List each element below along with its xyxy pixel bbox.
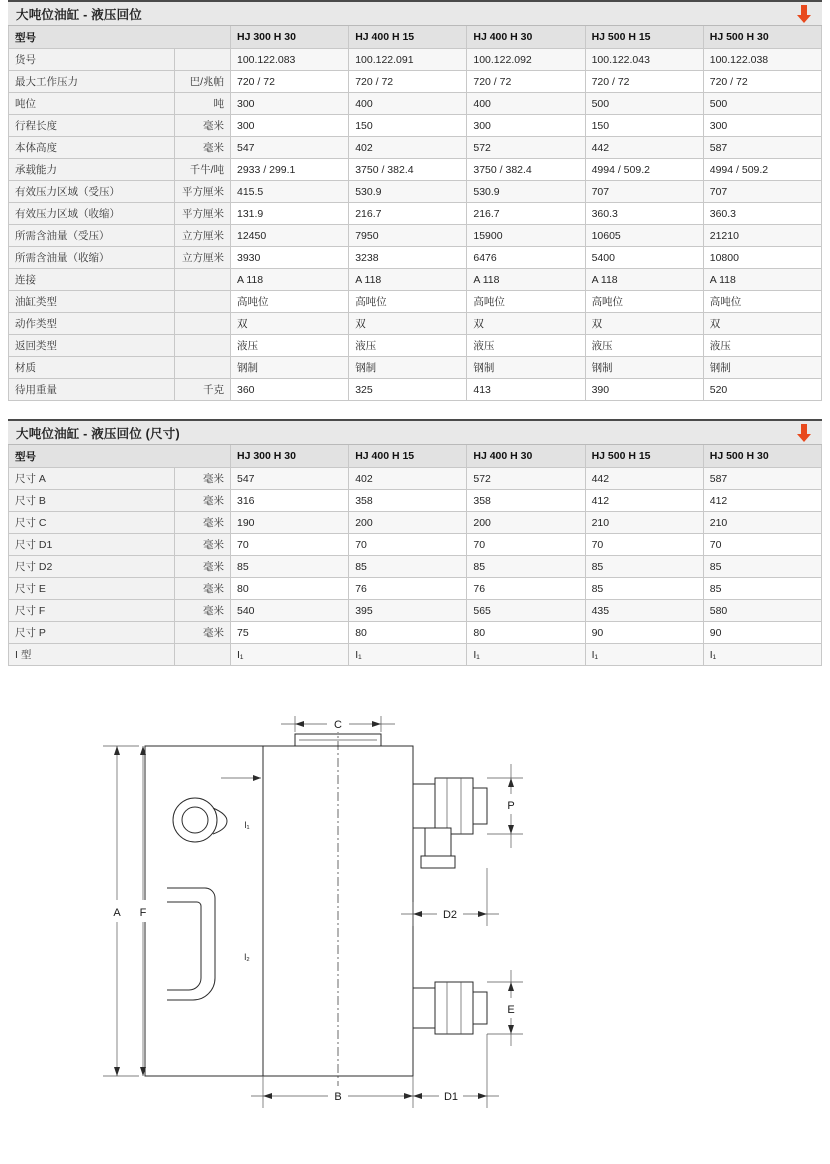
cell: 70 (349, 534, 467, 556)
cylinder-dimension-drawing (95, 716, 735, 1116)
cell: 300 (231, 115, 349, 137)
drawing-spacer (0, 666, 830, 710)
table-row (9, 181, 822, 203)
cell: 216.7 (349, 203, 467, 225)
column-header-4: HJ 500 H 30 (703, 445, 821, 468)
cell: A 118 (703, 269, 821, 291)
cell: 442 (585, 137, 703, 159)
cell: 高吨位 (585, 291, 703, 313)
cell: 400 (349, 93, 467, 115)
cell: 150 (585, 115, 703, 137)
row-label: 材质 (9, 357, 175, 379)
cell: 10800 (703, 247, 821, 269)
cell: 钢制 (467, 357, 585, 379)
cell: 钢制 (703, 357, 821, 379)
cell: 300 (703, 115, 821, 137)
block-spacer (0, 401, 830, 419)
row-label: 行程长度 (9, 115, 175, 137)
cell: 325 (349, 379, 467, 401)
row-unit (175, 644, 231, 666)
cell: 液压 (585, 335, 703, 357)
cell: 300 (231, 93, 349, 115)
cell: 2933 / 299.1 (231, 159, 349, 181)
row-label: 有效压力区域（收缩） (9, 203, 175, 225)
cell: 580 (703, 600, 821, 622)
column-header-2: HJ 400 H 30 (467, 26, 585, 49)
down-arrow-icon[interactable] (796, 4, 812, 24)
cell: 高吨位 (467, 291, 585, 313)
cell: A 118 (349, 269, 467, 291)
table-row (9, 137, 822, 159)
row-unit: 千克 (175, 379, 231, 401)
cell: 4994 / 509.2 (703, 159, 821, 181)
cell: 572 (467, 137, 585, 159)
cell: 6476 (467, 247, 585, 269)
table-row (9, 556, 822, 578)
dim-label-A: A (113, 907, 121, 919)
cell: 720 / 72 (231, 71, 349, 93)
row-label: 有效压力区域（受压） (9, 181, 175, 203)
row-label: 尺寸 F (9, 600, 175, 622)
cell: 双 (231, 313, 349, 335)
row-unit: 毫米 (175, 468, 231, 490)
block-title-1: 大吨位油缸 - 液压回位 (16, 7, 143, 22)
cell: 100.122.091 (349, 49, 467, 71)
cell: 216.7 (467, 203, 585, 225)
column-header-3: HJ 500 H 15 (585, 26, 703, 49)
cell: 80 (467, 622, 585, 644)
table-row (9, 534, 822, 556)
cell: 85 (585, 578, 703, 600)
cell: 540 (231, 600, 349, 622)
row-unit (175, 313, 231, 335)
row-label: 连接 (9, 269, 175, 291)
cell: 70 (585, 534, 703, 556)
cell: 415.5 (231, 181, 349, 203)
cell: 76 (349, 578, 467, 600)
block-header-1 (8, 0, 822, 26)
cell: 413 (467, 379, 585, 401)
cell: 587 (703, 137, 821, 159)
cell: 双 (349, 313, 467, 335)
row-label: 尺寸 E (9, 578, 175, 600)
table-row (9, 578, 822, 600)
table-row (9, 291, 822, 313)
cell: 高吨位 (231, 291, 349, 313)
cell: 液压 (231, 335, 349, 357)
row-unit: 立方厘米 (175, 247, 231, 269)
cell: 316 (231, 490, 349, 512)
cell: 131.9 (231, 203, 349, 225)
cell: 7950 (349, 225, 467, 247)
cell: 5400 (585, 247, 703, 269)
row-label: 返回类型 (9, 335, 175, 357)
cell: 210 (703, 512, 821, 534)
cell: 572 (467, 468, 585, 490)
cell: 80 (231, 578, 349, 600)
cell: 70 (231, 534, 349, 556)
table-row (9, 600, 822, 622)
cell: 双 (703, 313, 821, 335)
cell: 10605 (585, 225, 703, 247)
dim-label-D2: D2 (442, 909, 458, 921)
cell: 200 (467, 512, 585, 534)
column-header-0: HJ 300 H 30 (231, 26, 349, 49)
cell: 80 (349, 622, 467, 644)
cell: 300 (467, 115, 585, 137)
table-row (9, 269, 822, 291)
table-row (9, 225, 822, 247)
spec-table-1-body (9, 49, 822, 401)
cell: 4994 / 509.2 (585, 159, 703, 181)
row-label: 所需含油量（受压） (9, 225, 175, 247)
spec-block-1 (8, 0, 822, 401)
cell: 150 (349, 115, 467, 137)
cell: 358 (467, 490, 585, 512)
dim-label-l1: l₁ (244, 820, 250, 830)
table-row (9, 115, 822, 137)
cell: 530.9 (467, 181, 585, 203)
table-row (9, 159, 822, 181)
cell: 412 (585, 490, 703, 512)
cell: 3238 (349, 247, 467, 269)
row-unit: 毫米 (175, 578, 231, 600)
spec-table-2-body (9, 468, 822, 666)
cell: 360.3 (585, 203, 703, 225)
cell: 565 (467, 600, 585, 622)
cell: I₁ (585, 644, 703, 666)
cell: 720 / 72 (585, 71, 703, 93)
cell: A 118 (467, 269, 585, 291)
row-label: 尺寸 A (9, 468, 175, 490)
cell: 100.122.038 (703, 49, 821, 71)
cell: 100.122.083 (231, 49, 349, 71)
cell: 85 (231, 556, 349, 578)
cell: 100.122.092 (467, 49, 585, 71)
column-header-2: HJ 400 H 30 (467, 445, 585, 468)
dim-label-C: C (334, 719, 342, 731)
cell: 3750 / 382.4 (349, 159, 467, 181)
cell: 360 (231, 379, 349, 401)
dim-label-P: P (507, 800, 515, 812)
row-unit (175, 357, 231, 379)
cell: 85 (349, 556, 467, 578)
cell: 500 (703, 93, 821, 115)
row-unit: 平方厘米 (175, 203, 231, 225)
cell: 707 (585, 181, 703, 203)
row-label: I 型 (9, 644, 175, 666)
row-label: 尺寸 B (9, 490, 175, 512)
cell: I₁ (349, 644, 467, 666)
cell: 85 (703, 556, 821, 578)
table-row (9, 512, 822, 534)
cell: 高吨位 (349, 291, 467, 313)
row-unit: 毫米 (175, 115, 231, 137)
spec-table-2 (8, 445, 822, 666)
row-label: 待用重量 (9, 379, 175, 401)
cell: 90 (703, 622, 821, 644)
cell: 15900 (467, 225, 585, 247)
table-row (9, 379, 822, 401)
row-unit: 千牛/吨 (175, 159, 231, 181)
cell: 85 (585, 556, 703, 578)
row-unit: 毫米 (175, 622, 231, 644)
row-unit: 毫米 (175, 600, 231, 622)
cell: 400 (467, 93, 585, 115)
column-header-3: HJ 500 H 15 (585, 445, 703, 468)
down-arrow-icon[interactable] (796, 423, 812, 443)
cell: 402 (349, 137, 467, 159)
cell: 720 / 72 (349, 71, 467, 93)
column-header-model: 型号 (9, 445, 231, 468)
row-label: 货号 (9, 49, 175, 71)
cell: 21210 (703, 225, 821, 247)
row-label: 尺寸 D2 (9, 556, 175, 578)
row-label: 所需含油量（收缩） (9, 247, 175, 269)
cell: 500 (585, 93, 703, 115)
table-row (9, 93, 822, 115)
row-unit: 平方厘米 (175, 181, 231, 203)
table-row (9, 490, 822, 512)
cell: A 118 (585, 269, 703, 291)
cell: 钢制 (231, 357, 349, 379)
row-unit (175, 335, 231, 357)
cell: 85 (703, 578, 821, 600)
column-header-0: HJ 300 H 30 (231, 445, 349, 468)
cell: 双 (467, 313, 585, 335)
spec-block-2 (8, 419, 822, 666)
cell: 442 (585, 468, 703, 490)
cell: 85 (467, 556, 585, 578)
row-unit: 巴/兆帕 (175, 71, 231, 93)
row-label: 尺寸 C (9, 512, 175, 534)
column-header-model: 型号 (9, 26, 231, 49)
cell: 液压 (703, 335, 821, 357)
cell: 402 (349, 468, 467, 490)
cell: 200 (349, 512, 467, 534)
row-unit: 吨 (175, 93, 231, 115)
cell: 液压 (467, 335, 585, 357)
row-unit (175, 49, 231, 71)
row-label: 承载能力 (9, 159, 175, 181)
table-row (9, 644, 822, 666)
cell: 液压 (349, 335, 467, 357)
row-label: 吨位 (9, 93, 175, 115)
cell: 70 (703, 534, 821, 556)
cell: 75 (231, 622, 349, 644)
row-unit (175, 291, 231, 313)
table-row (9, 313, 822, 335)
cell: 钢制 (585, 357, 703, 379)
row-unit: 毫米 (175, 556, 231, 578)
row-unit: 毫米 (175, 534, 231, 556)
cell: 547 (231, 468, 349, 490)
column-header-1: HJ 400 H 15 (349, 445, 467, 468)
cell: 412 (703, 490, 821, 512)
column-header-1: HJ 400 H 15 (349, 26, 467, 49)
row-unit: 立方厘米 (175, 225, 231, 247)
dim-label-l2: l₂ (244, 952, 250, 962)
row-unit: 毫米 (175, 137, 231, 159)
table-row (9, 357, 822, 379)
spec-table-1 (8, 26, 822, 401)
cell: 190 (231, 512, 349, 534)
cell: 530.9 (349, 181, 467, 203)
cell: 520 (703, 379, 821, 401)
cell: 钢制 (349, 357, 467, 379)
table-header-row (9, 26, 822, 49)
cell: 587 (703, 468, 821, 490)
cell: 358 (349, 490, 467, 512)
cell: 12450 (231, 225, 349, 247)
cell: 390 (585, 379, 703, 401)
cell: 720 / 72 (467, 71, 585, 93)
table-header-row (9, 445, 822, 468)
cell: 720 / 72 (703, 71, 821, 93)
cell: 双 (585, 313, 703, 335)
cell: 547 (231, 137, 349, 159)
table-row (9, 468, 822, 490)
cell: 100.122.043 (585, 49, 703, 71)
cell: 90 (585, 622, 703, 644)
cell: 70 (467, 534, 585, 556)
table-row (9, 335, 822, 357)
cell: 76 (467, 578, 585, 600)
dim-label-E: E (507, 1004, 515, 1016)
cell: 707 (703, 181, 821, 203)
table-row (9, 247, 822, 269)
cell: I₁ (703, 644, 821, 666)
dim-label-B: B (334, 1091, 342, 1103)
row-label: 油缸类型 (9, 291, 175, 313)
column-header-4: HJ 500 H 30 (703, 26, 821, 49)
cell: I₁ (231, 644, 349, 666)
table-row (9, 71, 822, 93)
table-row (9, 203, 822, 225)
block-title-2: 大吨位油缸 - 液压回位 (尺寸) (16, 426, 180, 441)
cell: 高吨位 (703, 291, 821, 313)
row-label: 本体高度 (9, 137, 175, 159)
row-label: 最大工作压力 (9, 71, 175, 93)
cell: 360.3 (703, 203, 821, 225)
cell: 395 (349, 600, 467, 622)
cell: 435 (585, 600, 703, 622)
cell: 210 (585, 512, 703, 534)
row-label: 尺寸 P (9, 622, 175, 644)
technical-drawing (8, 710, 822, 1116)
cell: 3750 / 382.4 (467, 159, 585, 181)
row-label: 尺寸 D1 (9, 534, 175, 556)
dim-label-F: F (139, 907, 147, 919)
cell: I₁ (467, 644, 585, 666)
row-unit: 毫米 (175, 512, 231, 534)
dim-label-D1: D1 (443, 1091, 459, 1103)
block-header-2 (8, 419, 822, 445)
cell: A 118 (231, 269, 349, 291)
table-row (9, 49, 822, 71)
row-unit (175, 269, 231, 291)
table-row (9, 622, 822, 644)
row-unit: 毫米 (175, 490, 231, 512)
row-label: 动作类型 (9, 313, 175, 335)
cell: 3930 (231, 247, 349, 269)
